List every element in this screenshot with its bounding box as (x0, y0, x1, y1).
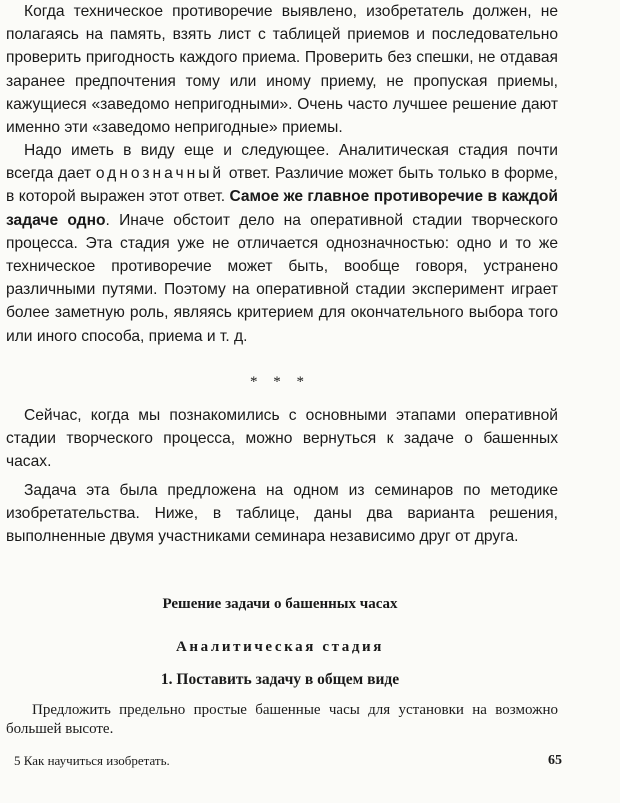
paragraph-2 (6, 139, 558, 348)
paragraph-1-text: Когда техническое противоречие выявлено, изобретатель должен, не полагаясь на память, взять лист с таблицей приемов и последовательно проверить пригодность каждого приема. Проверить без спешки, не отдавая заранее предпочтения тому или иному приему, не пропуская приемы, кажущиеся «заведомо непригодными». Очень часто лучшее решение дают именно эти «заведомо непригодные» приемы. (6, 3, 558, 137)
section-title: Решение задачи о башенных часах (162, 596, 398, 612)
paragraph-2-text-a: Надо иметь в виду еще и следующее. Аналитическая стадия почти всегда дает (6, 142, 558, 183)
paragraph-3 (6, 404, 558, 474)
paragraph-4 (6, 479, 558, 549)
bold-emphasis: Самое же главное противоречие в каждой задаче одно (6, 188, 558, 229)
paragraph-2-text-b: ответ. Различие может быть только в форме, в которой выражен этот ответ. (6, 165, 558, 206)
paragraph-3-text: Сейчас, когда мы познакомились с основными этапами оперативной стадии творческого процесса, можно вернуться к задаче о башенных часах. (6, 407, 558, 471)
spaced-emphasis: однозначный (95, 165, 225, 183)
paragraph-4-text: Задача эта была предложена на одном из семинаров по методике изобретательства. Ниже, в таблице, даны два варианта решения, выполненные двумя участниками семинара независимо друг от друга. (6, 482, 558, 546)
section-separator: * * * (250, 374, 310, 390)
page-number: 65 (548, 753, 562, 768)
paragraph-2-text-c: . Иначе обстоит дело на оперативной стадии творческого процесса. Эта стадия уже не отличается однозначностью: одно и то же техническое противоречие может быть, вообще говоря, устранено различными путями. Поэтому на оперативной стадии эксперимент играет более заметную роль, являясь критерием для окончательного выбора того или иного способа, приема и т. д. (6, 211, 558, 345)
printer-signature: 5 Как научиться изобретать. (14, 753, 170, 768)
stage-title: Аналитическая стадия (176, 639, 384, 655)
paragraph-1 (6, 0, 558, 139)
step-title: 1. Поставить задачу в общем виде (160, 671, 400, 688)
task-statement: Предложить предельно простые башенные часы для установки на возможно большей высоте. (6, 702, 558, 737)
page-footer (6, 753, 562, 773)
